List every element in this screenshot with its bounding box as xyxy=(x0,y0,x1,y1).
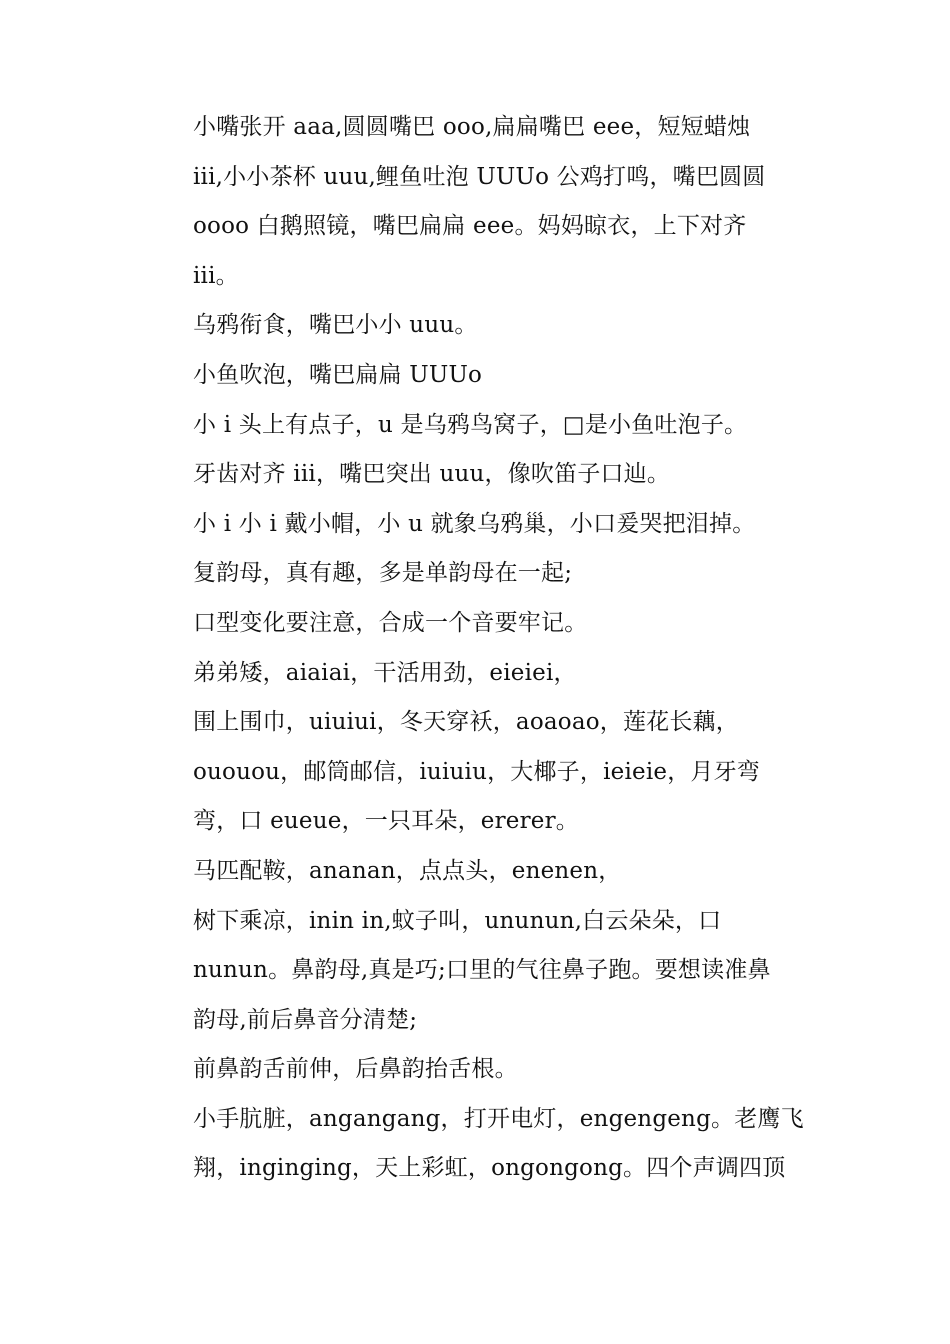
text-line: nunun。鼻韵母,真是巧;口里的气往鼻子跑。要想读准鼻 xyxy=(193,957,771,984)
text-line: 小 i 头上有点子，u 是乌鸦鸟窝子，□是小鱼吐泡子。 xyxy=(193,411,748,438)
body-text xyxy=(193,103,813,1194)
text-line: 口型变化要注意，合成一个音要牢记。 xyxy=(193,609,588,636)
text-line: 弯，口 eueue，一只耳朵，ererer。 xyxy=(193,808,579,835)
text-line: 乌鸦衔食，嘴巴小小 uuu。 xyxy=(193,312,478,339)
text-line: 复韵母，真有趣，多是单韵母在一起; xyxy=(193,560,573,587)
text-line: 小嘴张开 aaa,圆圆嘴巴 ooo,扁扁嘴巴 eee，短短蜡烛 xyxy=(193,114,751,140)
text-line: 围上围巾，uiuiui，冬天穿袄，aoaoao，莲花长藕， xyxy=(193,709,739,736)
text-line: 小 i 小 i 戴小帽，小 u 就象乌鸦巢，小口爰哭把泪掉。 xyxy=(193,510,756,537)
text-line: 小手肮脏，angangang，打开电灯，engengeng。老鹰飞 xyxy=(193,1105,804,1132)
text-line: 翔，inginging，天上彩虹，ongongong。四个声调四顶 xyxy=(193,1155,786,1182)
text-line: 马匹配鞍，ananan，点点头，enenen， xyxy=(193,857,622,884)
text-line: 前鼻韵舌前伸，后鼻韵抬舌根。 xyxy=(193,1056,518,1083)
text-line: 韵母,前后鼻音分清楚; xyxy=(193,1006,418,1033)
text-line: 弟弟矮，aiaiai，干活用劲，eieiei， xyxy=(193,659,577,686)
text-line: 树下乘凉，inin in,蚊子叫，ununun,白云朵朵，口 xyxy=(193,907,722,934)
text-line: 小鱼吹泡，嘴巴扁扁 UUUo xyxy=(193,361,483,388)
text-line: iii。 xyxy=(193,262,239,289)
text-line: oooo 白鹅照镜，嘴巴扁扁 eee。妈妈晾衣，上下对齐 xyxy=(193,213,747,240)
text-line: ououou，邮筒邮信，iuiuiu，大椰子，ieieie，月牙弯 xyxy=(193,758,760,785)
text-line: iii,小小茶杯 uuu,鲤鱼吐泡 UUUo 公鸡打鸣，嘴巴圆圆 xyxy=(193,163,766,190)
text-line: 牙齿对齐 iii，嘴巴突出 uuu，像吹笛子口辿。 xyxy=(193,461,671,488)
